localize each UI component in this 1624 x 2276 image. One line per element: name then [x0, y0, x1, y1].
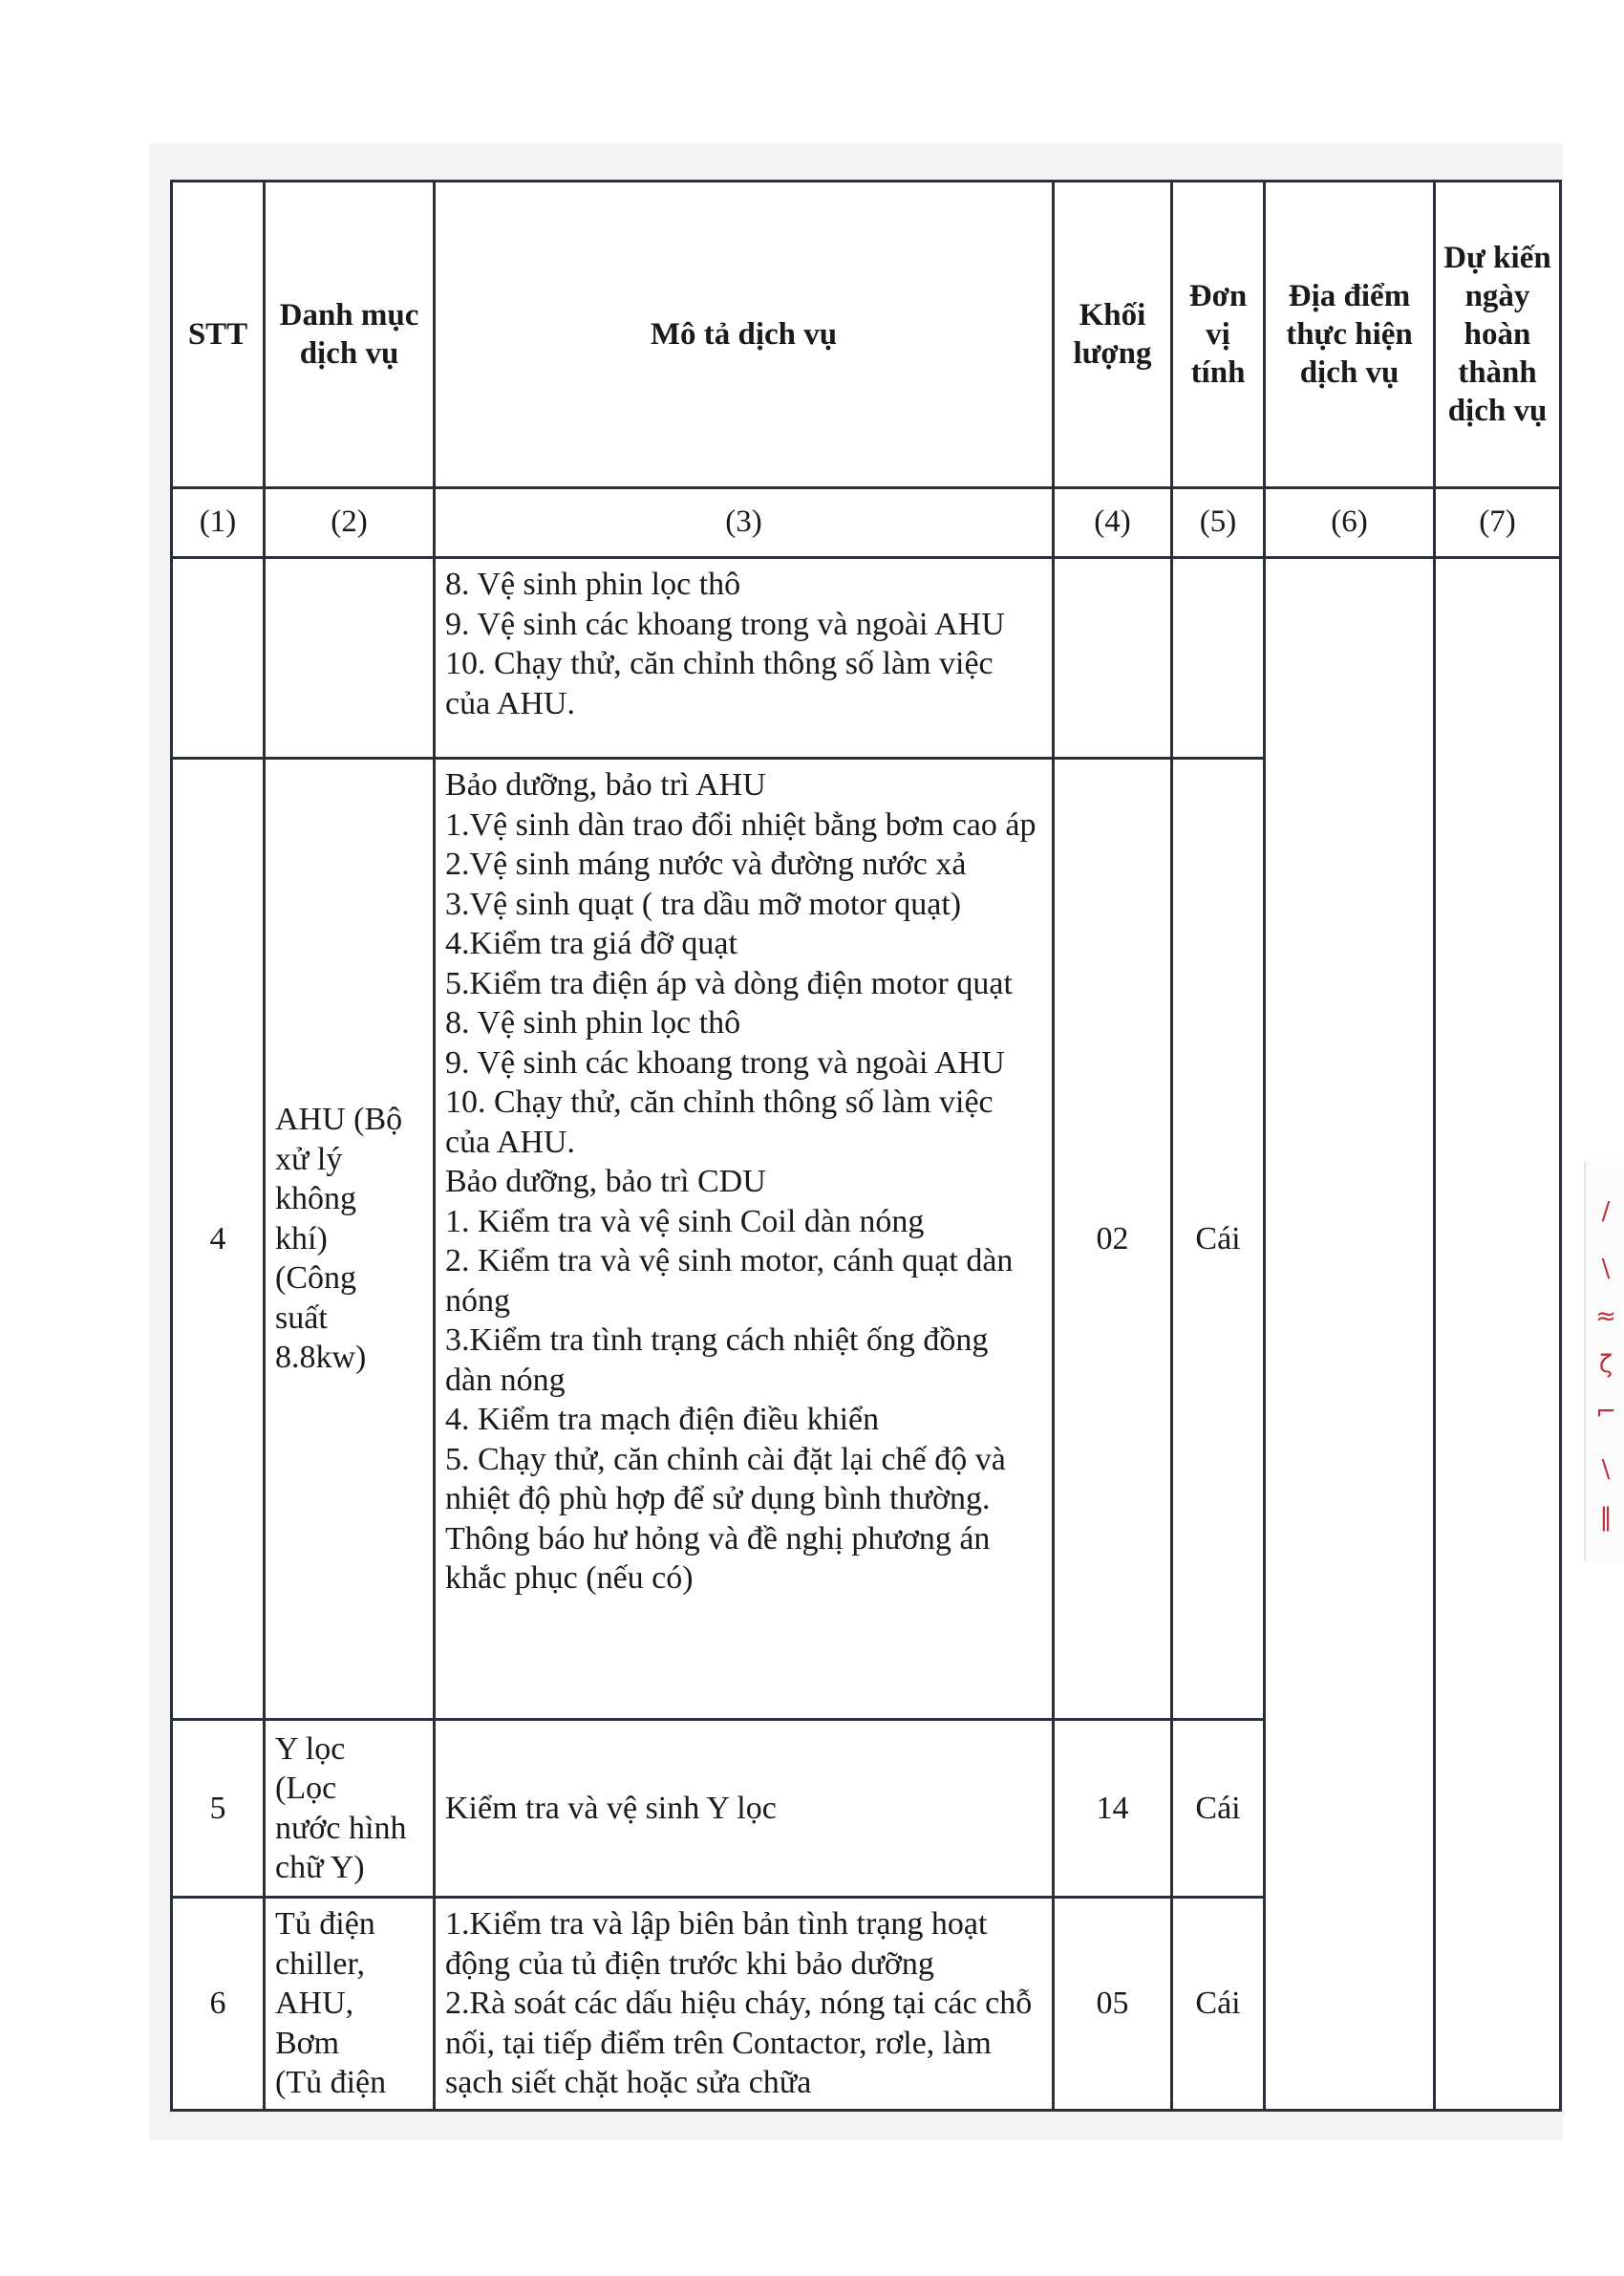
description-line: 9. Vệ sinh các khoang trong và ngoài AHU — [445, 1044, 1005, 1081]
header-quantity: Khối lượng — [1054, 182, 1172, 488]
column-number: (4) — [1054, 488, 1172, 558]
category-line: (Công — [275, 1260, 356, 1297]
row-stt — [172, 558, 265, 759]
row-stt: 5 — [172, 1720, 265, 1898]
category-line: AHU (Bộ — [275, 1102, 403, 1138]
column-number: (1) — [172, 488, 265, 558]
description-line: 3.Vệ sinh quạt ( tra dầu mỡ motor quạt) — [445, 886, 962, 922]
row-category — [265, 558, 435, 759]
description-line: 3.Kiểm tra tình trạng cách nhiệt ống đồng dàn nóng — [445, 1322, 989, 1398]
category-line: suất — [275, 1299, 328, 1336]
description-line: 8. Vệ sinh phin lọc thô — [445, 1005, 741, 1041]
row-description — [435, 1898, 1054, 2111]
category-line: AHU, — [275, 1986, 354, 2021]
header-completion-date: Dự kiến ngày hoàn thành dịch vụ — [1435, 182, 1561, 488]
table-row — [172, 558, 1561, 759]
description-line: 10. Chạy thử, căn chỉnh thông số làm việc của AHU. — [445, 1084, 994, 1160]
description-line: 1. Kiểm tra và vệ sinh Coil dàn nóng — [445, 1203, 925, 1239]
row-description — [435, 1720, 1054, 1898]
row-stt: 4 — [172, 759, 265, 1720]
column-number: (3) — [435, 488, 1054, 558]
stamp-mark: \ — [1601, 1455, 1611, 1484]
description-line: Bảo dưỡng, bảo trì CDU — [445, 1164, 766, 1199]
header-location: Địa điểm thực hiện dịch vụ — [1265, 182, 1435, 488]
row-location — [1265, 558, 1435, 2111]
category-line: Bơm — [275, 2025, 340, 2061]
row-stt: 6 — [172, 1898, 265, 2111]
header-row — [172, 182, 1561, 488]
row-unit: Cái — [1172, 1720, 1265, 1898]
category-line: khí) — [275, 1220, 328, 1256]
service-table — [170, 180, 1562, 2112]
stamp-mark: ≈ — [1595, 1302, 1616, 1331]
description-line: 2.Vệ sinh máng nước và đường nước xả — [445, 847, 967, 882]
row-category — [265, 759, 435, 1720]
row-unit: Cái — [1172, 759, 1265, 1720]
margin-stamp — [1584, 1161, 1624, 1562]
stamp-mark: ‖ — [1599, 1503, 1613, 1532]
category-line: Y lọc — [275, 1730, 346, 1767]
description-line: 10. Chạy thử, căn chỉnh thông số làm việc của AHU. — [445, 646, 994, 721]
header-unit: Đơn vị tính — [1172, 182, 1265, 488]
column-number-row — [172, 488, 1561, 558]
row-unit: Cái — [1172, 1898, 1265, 2111]
category-line: không — [275, 1181, 356, 1217]
stamp-mark: ζ — [1598, 1350, 1613, 1379]
description-line: 5. Chạy thử, căn chỉnh cài đặt lại chế độ và nhiệt độ phù hợp để sử dụng bình thường. Thông báo hư hỏng và đề nghị phương án khắc phục (nếu có) — [445, 1441, 1006, 1596]
description-line: 8. Vệ sinh phin lọc thô — [445, 567, 741, 602]
description-line: 4.Kiểm tra giá đỡ quạt — [445, 926, 737, 961]
column-number: (2) — [265, 488, 435, 558]
description-line: 2. Kiểm tra và vệ sinh motor, cánh quạt dàn nóng — [445, 1243, 1014, 1319]
category-line: (Tủ điện — [275, 2065, 387, 2100]
description-line: 4. Kiểm tra mạch điện điều khiển — [445, 1402, 880, 1437]
column-number: (5) — [1172, 488, 1265, 558]
description-line: 1.Vệ sinh dàn trao đổi nhiệt bằng bơm cao áp — [445, 806, 1036, 843]
category-line: chữ Y) — [275, 1850, 365, 1885]
row-completion-date — [1435, 558, 1561, 2111]
category-line: Tủ điện — [275, 1906, 375, 1942]
row-category — [265, 1898, 435, 2111]
row-quantity: 14 — [1054, 1720, 1172, 1898]
stamp-mark: \ — [1601, 1255, 1611, 1283]
row-description — [435, 558, 1054, 759]
row-quantity: 05 — [1054, 1898, 1172, 2111]
description-line: 5.Kiểm tra điện áp và dòng điện motor quạt — [445, 965, 1013, 1001]
description-line: 9. Vệ sinh các khoang trong và ngoài AHU — [445, 606, 1005, 642]
header-stt: STT — [172, 182, 265, 488]
description-line: 2.Rà soát các dấu hiệu cháy, nóng tại các chỗ nối, tại tiếp điểm trên Contactor, rơle, làm sạch siết chặt hoặc sửa chữa — [445, 1986, 1033, 2100]
description-line: 1.Kiểm tra và lập biên bản tình trạng hoạt động của tủ điện trước khi bảo dưỡng — [445, 1906, 988, 1982]
row-description — [435, 759, 1054, 1720]
header-category: Danh mục dịch vụ — [265, 182, 435, 488]
column-number: (6) — [1265, 488, 1435, 558]
header-description: Mô tả dịch vụ — [435, 182, 1054, 488]
column-number: (7) — [1435, 488, 1561, 558]
category-line: chiller, — [275, 1945, 365, 1982]
category-line: (Lọc — [275, 1771, 337, 1806]
stamp-mark: ⌐ — [1595, 1398, 1616, 1427]
row-unit — [1172, 558, 1265, 759]
row-quantity — [1054, 558, 1172, 759]
description-line: Kiểm tra và vệ sinh Y lọc — [445, 1790, 777, 1826]
description-line: Bảo dưỡng, bảo trì AHU — [445, 767, 766, 803]
category-line: nước hình — [275, 1810, 407, 1846]
category-line: xử lý — [275, 1141, 343, 1177]
category-line: 8.8kw) — [275, 1340, 367, 1376]
row-quantity: 02 — [1054, 759, 1172, 1720]
row-category — [265, 1720, 435, 1898]
stamp-mark: / — [1601, 1197, 1611, 1226]
